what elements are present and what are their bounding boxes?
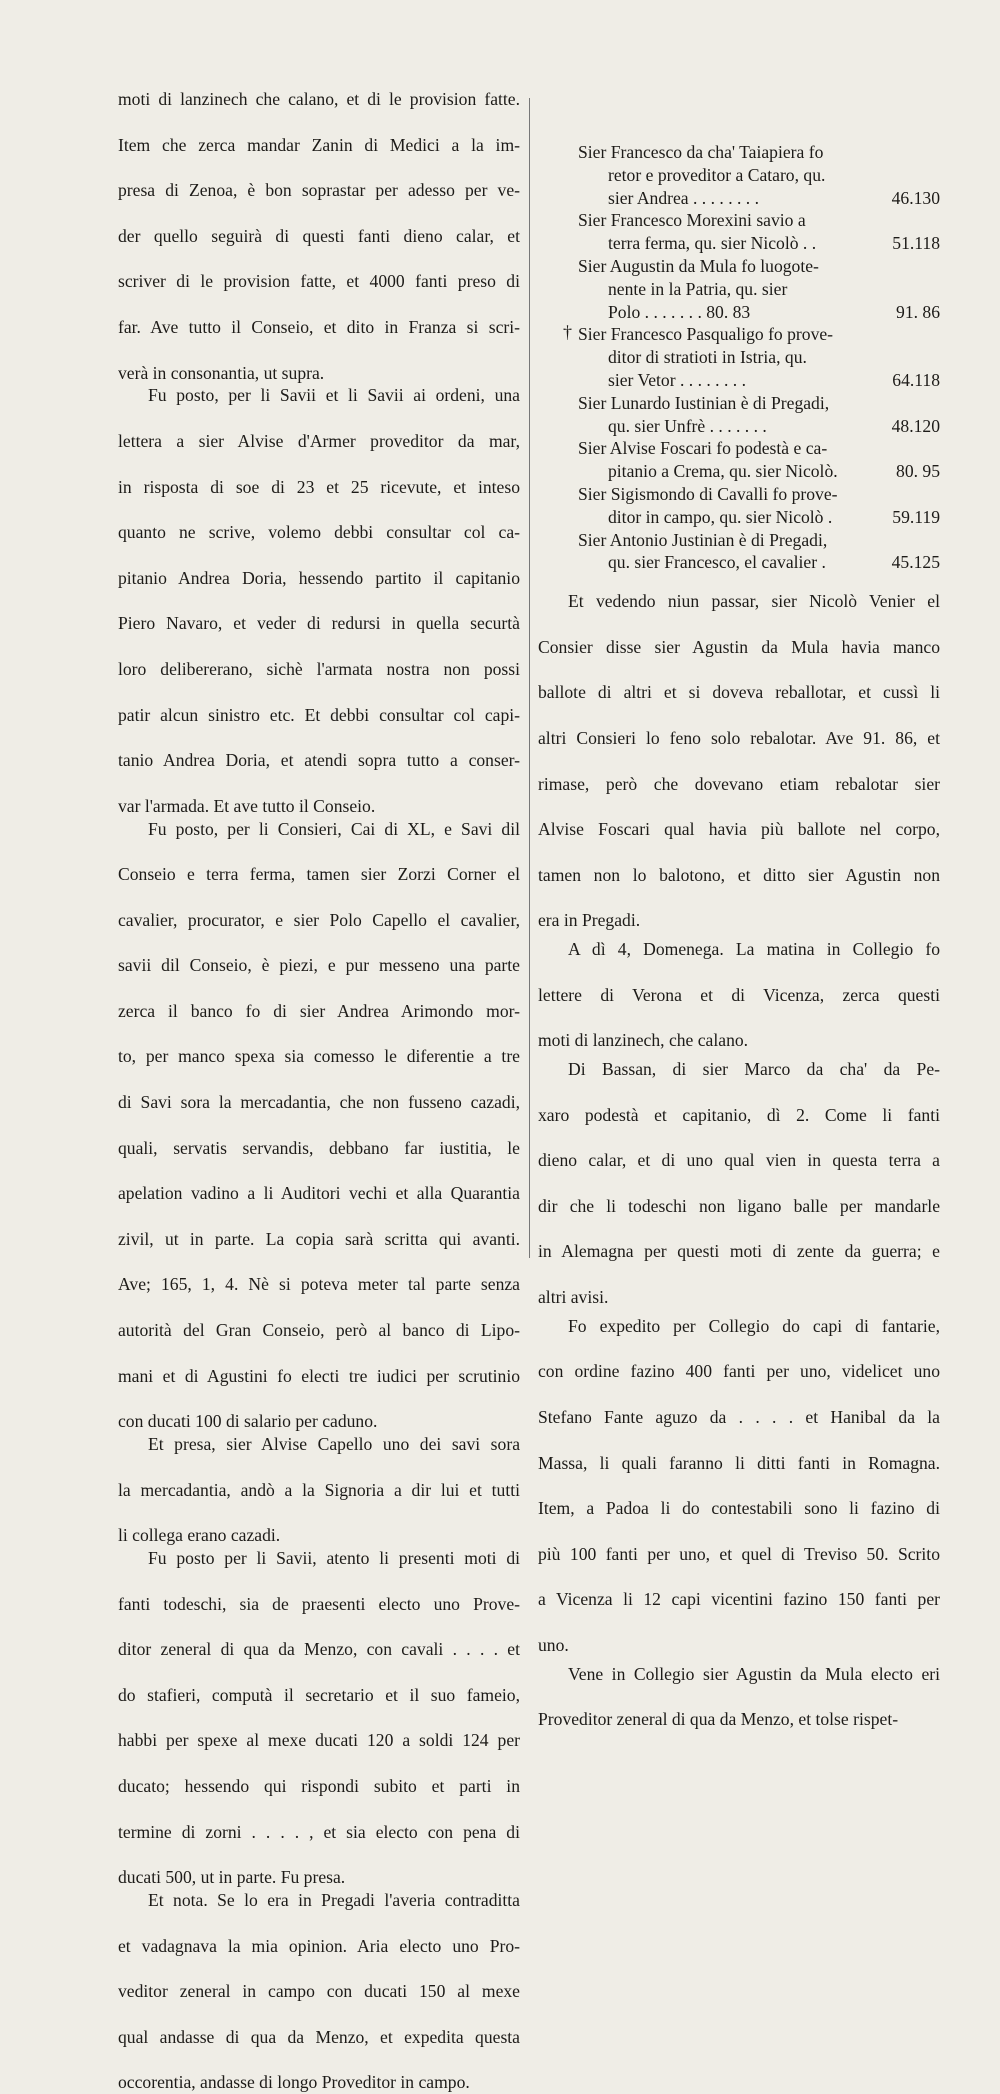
text-line: Piero Navaro, et veder di redursi in quella securtà <box>118 613 520 634</box>
text-line: Item che zerca mandar Zanin di Medici a la im- <box>118 134 520 155</box>
right-text <box>538 590 940 1731</box>
text-line: do stafieri, computà il secretario et il suo fameio, <box>118 1684 520 1705</box>
text-line: autorità del Gran Conseio, però al banco di Lipo- <box>118 1320 520 1341</box>
text-line: et vadagnava la mia opinion. Aria electo uno Pro- <box>118 1935 520 1956</box>
text-line: ditor zeneral di qua da Menzo, con cavali . . . . et <box>118 1639 520 1660</box>
candidate-line: retor e proveditor a Cataro, qu. <box>608 164 826 185</box>
text-line: savii dil Conseio, è piezi, e pur messeno una parte <box>118 955 520 976</box>
vote-count: 80. 95 <box>896 461 940 482</box>
candidate-line: sier Vetor . . . . . . . . <box>608 369 746 390</box>
candidate-line: pitanio a Crema, qu. sier Nicolò. <box>608 461 838 482</box>
candidate-line: Sier Francesco da cha' Taiapiera fo <box>578 142 824 162</box>
text-line: patir alcun sinistro etc. Et debbi consultar col capi- <box>118 704 520 725</box>
text-line: quali, servatis servandis, debbano far iustitia, le <box>118 1137 520 1158</box>
text-line: altri Consieri lo feno solo rebalotar. Ave 91. 86, et <box>538 727 940 748</box>
text-line: mani et di Agustini fo electi tre iudici per scrutinio <box>118 1365 520 1386</box>
vote-count: 45.125 <box>891 552 940 573</box>
text-line: Et presa, sier Alvise Capello uno dei savi sora <box>148 1434 520 1455</box>
text-line: li collega erano cazadi. <box>118 1525 281 1546</box>
column-divider <box>529 98 530 1258</box>
text-line: con ducati 100 di salario per caduno. <box>118 1411 378 1432</box>
candidate-entry <box>578 323 940 391</box>
text-line: der quello seguirà di questi fanti dieno calar, et <box>118 225 520 246</box>
text-line: Alvise Foscari qual havia più ballote nel corpo, <box>538 819 940 840</box>
text-line: loro delibererano, sichè l'armata nostra non possi <box>118 658 520 679</box>
text-line: cavalier, procurator, e sier Polo Capello el cavalier, <box>118 909 520 930</box>
text-line: Proveditor zeneral di qua da Menzo, et tolse rispet- <box>538 1709 899 1730</box>
text-line: lettera a sier Alvise d'Armer proveditor da mar, <box>118 430 520 451</box>
candidate-entry <box>578 141 940 209</box>
text-line: Conseio e terra ferma, tamen sier Zorzi Corner el <box>118 864 520 885</box>
text-line: tamen non lo balotono, et ditto sier Agustin non <box>538 864 940 885</box>
text-line: occorentia, andasse di longo Proveditor in campo. <box>118 2072 470 2093</box>
text-line: apelation vadino a li Auditori vechi et alla Quarantia <box>118 1183 520 1204</box>
text-line: Et nota. Se lo era in Pregadi l'averia contraditta <box>148 1889 520 1910</box>
text-line: Fu posto, per li Savii et li Savii ai ordeni, una <box>148 385 520 406</box>
text-line: altri avisi. <box>538 1287 609 1308</box>
candidate-line: Sier Augustin da Mula fo luogote- <box>578 255 819 276</box>
candidate-line: Sier Francesco Pasqualigo fo prove- <box>578 324 834 345</box>
text-line: habbi per spexe al mexe ducati 120 a soldi 124 per <box>118 1730 520 1751</box>
text-line: di Savi sora la mercadantia, che non fusseno cazadi, <box>118 1092 520 1113</box>
text-line: pitanio Andrea Doria, hessendo partito il capitanio <box>118 567 520 588</box>
text-line: con ordine fazino 400 fanti per uno, videlicet uno <box>538 1361 940 1382</box>
text-line: Ave; 165, 1, 4. Nè si poteva meter tal parte senza <box>118 1274 520 1295</box>
text-line: Di Bassan, di sier Marco da cha' da Pe- <box>568 1059 940 1080</box>
candidate-line: Sier Lunardo Iustinian è di Pregadi, <box>578 392 830 413</box>
text-line: Massa, li quali faranno li ditti fanti in Romagna. <box>538 1452 940 1473</box>
text-line: veditor zeneral in campo con ducati 150 al mexe <box>118 1981 520 2002</box>
scrutinio-list <box>578 141 940 574</box>
candidate-line: Polo . . . . . . . 80. 83 <box>608 301 751 322</box>
candidate-entry <box>578 483 940 529</box>
text-line: era in Pregadi. <box>538 910 641 931</box>
vote-count: 91. 86 <box>896 301 940 322</box>
candidate-entry <box>578 209 940 255</box>
text-line: dir che li todeschi non ligano balle per mandarle <box>538 1195 940 1216</box>
vote-count: 59.119 <box>892 506 940 527</box>
text-line: zerca il banco fo di sier Andrea Arimondo mor- <box>118 1000 520 1021</box>
vote-count: 64.118 <box>892 369 940 390</box>
text-line: ballote di altri et si doveva reballotar, et cussì li <box>538 682 940 703</box>
candidate-line: sier Andrea . . . . . . . . <box>608 187 759 208</box>
text-line: qual andasse di qua da Menzo, et expedita questa <box>118 2026 520 2047</box>
candidate-line: Sier Francesco Morexini savio a <box>578 210 806 231</box>
candidate-entry <box>578 437 940 483</box>
text-line: in risposta di soe di 23 et 25 ricevute, et inteso <box>118 476 520 497</box>
text-line: fanti todeschi, sia de praesenti electo uno Prove- <box>118 1593 520 1614</box>
candidate-line: Sier Alvise Foscari fo podestà e ca- <box>578 438 828 459</box>
text-line: Vene in Collegio sier Agustin da Mula electo eri <box>568 1663 940 1684</box>
text-line: zivil, ut in parte. La copia sarà scritta qui avanti. <box>118 1228 520 1249</box>
text-line: Et vedendo niun passar, sier Nicolò Venier el <box>568 591 940 612</box>
candidate-line: ditor in campo, qu. sier Nicolò . <box>608 506 833 527</box>
text-line: rimase, però che dovevano etiam rebalotar sier <box>538 773 940 794</box>
text-line: dieno calar, et di uno qual vien in questa terra a <box>538 1150 940 1171</box>
text-line: quanto ne scrive, volemo debbi consultar col ca- <box>118 522 520 543</box>
text-line: verà in consonantia, ut supra. <box>118 362 325 383</box>
candidate-line: Sier Sigismondo di Cavalli fo prove- <box>578 483 838 504</box>
text-line: Stefano Fante aguzo da . . . . et Hanibal da la <box>538 1407 940 1428</box>
text-line: a Vicenza li 12 capi vicentini fazino 150 fanti per <box>538 1589 940 1610</box>
text-line: moti di lanzinech, che calano. <box>538 1030 749 1051</box>
text-line: in Alemagna per questi moti di zente da guerra; e <box>538 1241 940 1262</box>
text-line: to, per manco spexa sia comesso le diferentie a tre <box>118 1046 520 1067</box>
vote-count: 48.120 <box>891 415 940 436</box>
candidate-line: Sier Antonio Justinian è di Pregadi, <box>578 529 828 550</box>
candidate-line: ditor di stratioti in Istria, qu. <box>608 347 807 368</box>
text-line: Fo expedito per Collegio do capi di fantarie, <box>568 1315 940 1336</box>
right-column <box>538 123 940 1731</box>
text-line: la mercadantia, andò a la Signoria a dir lui et tutti <box>118 1479 520 1500</box>
text-line: più 100 fanti per uno, et quel di Treviso 50. Scrito <box>538 1543 940 1564</box>
candidate-entry <box>578 529 940 575</box>
candidate-entry <box>578 255 940 323</box>
text-line: Fu posto per li Savii, atento li presenti moti di <box>148 1548 520 1568</box>
text-line: moti di lanzinech che calano, et di le provision fatte. <box>118 89 520 109</box>
vote-count: 51.118 <box>892 233 940 254</box>
text-line: Consier disse sier Agustin da Mula havia manco <box>538 636 940 657</box>
candidate-line: qu. sier Unfrè . . . . . . . <box>608 415 767 436</box>
text-line: var l'armada. Et ave tutto il Conseio. <box>118 795 376 816</box>
text-line: presa di Zenoa, è bon soprastar per adesso per ve- <box>118 180 520 201</box>
text-line: termine di zorni . . . . , et sia electo con pena di <box>118 1821 520 1842</box>
text-line: far. Ave tutto il Conseio, et dito in Franza si scri- <box>118 316 520 337</box>
candidate-entry <box>578 392 940 438</box>
text-line: tanio Andrea Doria, et atendi sopra tutto a conser- <box>118 750 520 771</box>
candidate-line: nente in la Patria, qu. sier <box>608 278 788 299</box>
text-line: scriver di le provision fatte, et 4000 fanti preso di <box>118 271 520 292</box>
text-line: Item, a Padoa li do contestabili sono li fazino di <box>538 1498 940 1519</box>
left-column <box>118 88 520 2094</box>
text-line: Fu posto, per li Consieri, Cai di XL, e Savi dil <box>148 818 520 839</box>
vote-count: 46.130 <box>891 187 940 208</box>
text-line: ducati 500, ut in parte. Fu presa. <box>118 1867 346 1888</box>
elected-cross-mark: † <box>563 322 572 342</box>
text-line: A dì 4, Domenega. La matina in Collegio fo <box>568 939 940 960</box>
text-line: ducato; hessendo qui rispondi subito et parti in <box>118 1775 520 1796</box>
candidate-line: terra ferma, qu. sier Nicolò . . <box>608 233 817 254</box>
text-line: lettere di Verona et di Vicenza, zerca questi <box>538 984 940 1005</box>
candidate-line: qu. sier Francesco, el cavalier . <box>608 552 826 573</box>
text-line: xaro podestà et capitanio, dì 2. Come li fanti <box>538 1104 940 1125</box>
text-line: uno. <box>538 1635 569 1655</box>
